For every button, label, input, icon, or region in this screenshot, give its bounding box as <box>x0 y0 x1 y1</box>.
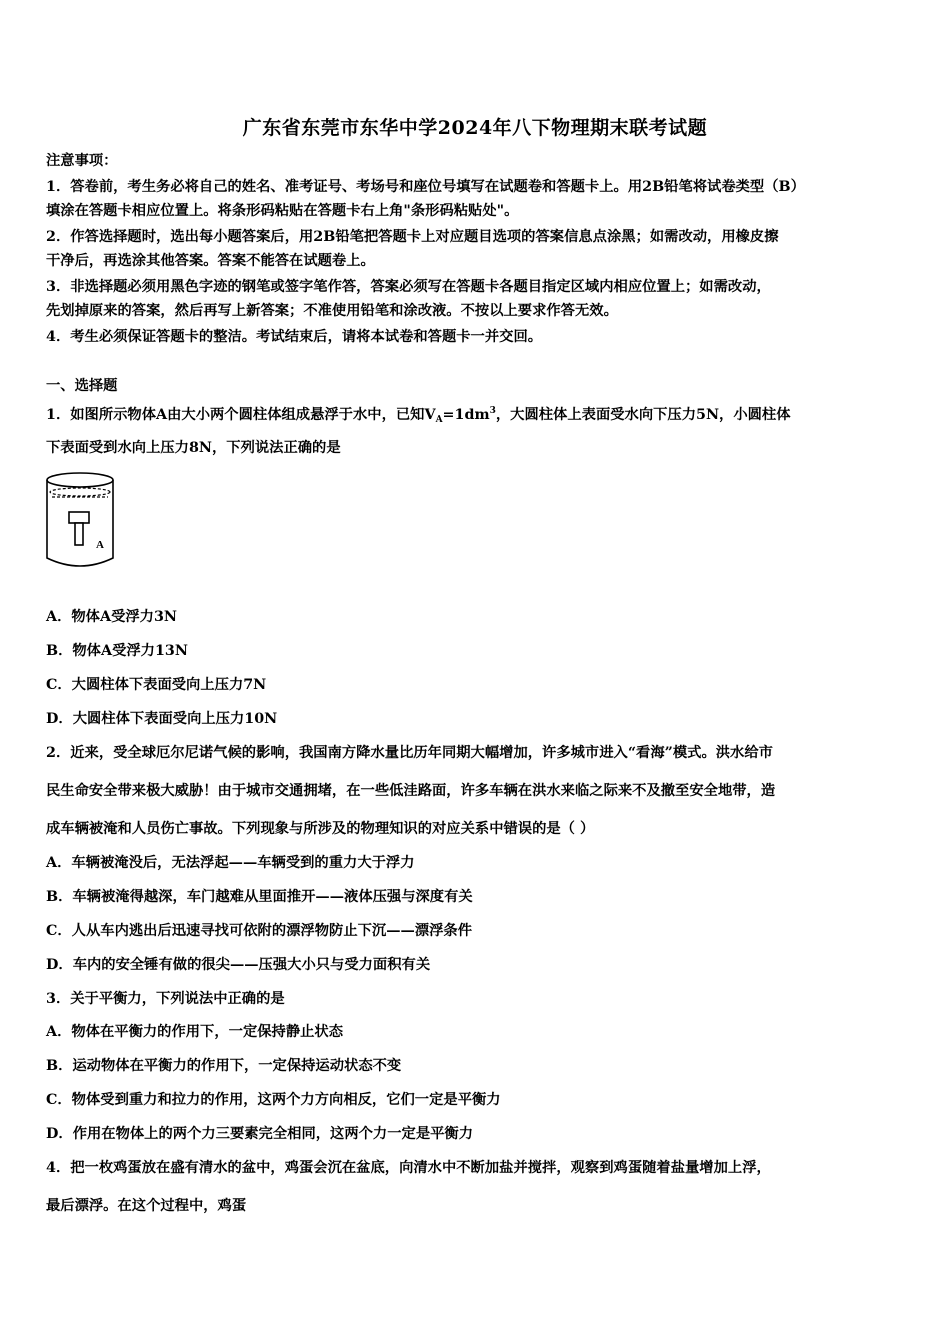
q3-stem: 3．关于平衡力，下列说法中正确的是 <box>46 991 285 1007</box>
beaker-rim <box>47 473 113 487</box>
q2-stem-line: 民生命安全带来极大威胁！由于城市交通拥堵，在一些低洼路面，许多车辆在洪水来临之际来不及撤至安全地带，造 <box>46 783 776 799</box>
q2-option-b: B．车辆被淹得越深，车门越难从里面推开——液体压强与深度有关 <box>46 889 473 905</box>
notice-line: 2．作答选择题时，选出每小题答案后，用2B铅笔把答题卡上对应题目选项的答案信息点涂黑；如需改动，用橡皮擦 <box>46 229 779 245</box>
q2-stem-line: 2．近来，受全球厄尔尼诺气候的影响，我国南方降水量比历年同期大幅增加，许多城市进入“看海”模式。洪水给市 <box>46 745 773 761</box>
q2-option-c: C．人从车内逃出后迅速寻找可依附的漂浮物防止下沉——漂浮条件 <box>46 923 472 939</box>
q1-stem-part: 1．如图所示物体A由大小两个圆柱体组成悬浮于水中，已知V <box>46 407 436 423</box>
q1-option-b: B．物体A受浮力13N <box>46 643 188 659</box>
q3-option-c: C．物体受到重力和拉力的作用，这两个力方向相反，它们一定是平衡力 <box>46 1092 501 1108</box>
q1-option-c: C．大圆柱体下表面受向上压力7N <box>46 677 267 693</box>
exam-title: 广东省东莞市东华中学2024年八下物理期末联考试题 <box>242 117 708 139</box>
q1-stem-line2: 下表面受到水向上压力8N，下列说法正确的是 <box>46 440 341 456</box>
notice-line: 3．非选择题必须用黑色字迹的钢笔或签字笔作答，答案必须写在答题卡各题目指定区域内相应位置上；如需改动， <box>46 279 771 295</box>
q1-stem-superscript: 3 <box>489 406 496 416</box>
object-label: A <box>96 539 104 551</box>
section-heading: 一、选择题 <box>46 378 118 394</box>
q2-stem-line: 成车辆被淹和人员伤亡事故。下列现象与所涉及的物理知识的对应关系中错误的是（ ） <box>46 821 595 837</box>
notice-heading: 注意事项： <box>46 153 118 169</box>
q1-stem-line1 <box>46 401 791 430</box>
q2-option-d: D．车内的安全锤有做的很尖——压强大小只与受力面积有关 <box>46 957 431 973</box>
large-cylinder <box>69 512 89 523</box>
q3-option-b: B．运动物体在平衡力的作用下，一定保持运动状态不变 <box>46 1058 402 1074</box>
notice-line: 4．考生必须保证答题卡的整洁。考试结束后，请将本试卷和答题卡一并交回。 <box>46 329 543 345</box>
notice-line: 1．答卷前，考生务必将自己的姓名、准考证号、考场号和座位号填写在试题卷和答题卡上。用2B铅笔将试卷类型（B） <box>46 179 805 195</box>
q1-stem-part: =1dm <box>442 407 490 423</box>
q3-option-d: D．作用在物体上的两个力三要素完全相同，这两个力一定是平衡力 <box>46 1126 474 1142</box>
notice-line: 干净后，再选涂其他答案。答案不能答在试题卷上。 <box>46 253 375 269</box>
q1-stem-subscript: A <box>435 415 443 425</box>
notice-line: 先划掉原来的答案，然后再写上新答案；不准使用铅笔和涂改液。不按以上要求作答无效。 <box>46 303 618 319</box>
notice-line: 填涂在答题卡相应位置上。将条形码粘贴在答题卡右上角"条形码粘贴处"。 <box>46 203 519 219</box>
q1-stem-part: ，大圆柱体上表面受水向下压力5N，小圆柱体 <box>495 407 791 423</box>
q3-option-a: A．物体在平衡力的作用下，一定保持静止状态 <box>46 1024 344 1040</box>
q1-option-d: D．大圆柱体下表面受向上压力10N <box>46 711 278 727</box>
q2-option-a: A．车辆被淹没后，无法浮起——车辆受到的重力大于浮力 <box>46 855 415 871</box>
small-cylinder <box>75 523 83 545</box>
q4-stem-line: 4．把一枚鸡蛋放在盛有清水的盆中，鸡蛋会沉在盆底，向清水中不断加盐并搅拌，观察到鸡蛋随着盐量增加上浮， <box>46 1160 771 1176</box>
q4-stem-line: 最后漂浮。在这个过程中，鸡蛋 <box>46 1198 247 1214</box>
beaker-figure <box>44 470 116 572</box>
water-surface <box>50 488 110 497</box>
q1-option-a: A．物体A受浮力3N <box>46 609 177 625</box>
